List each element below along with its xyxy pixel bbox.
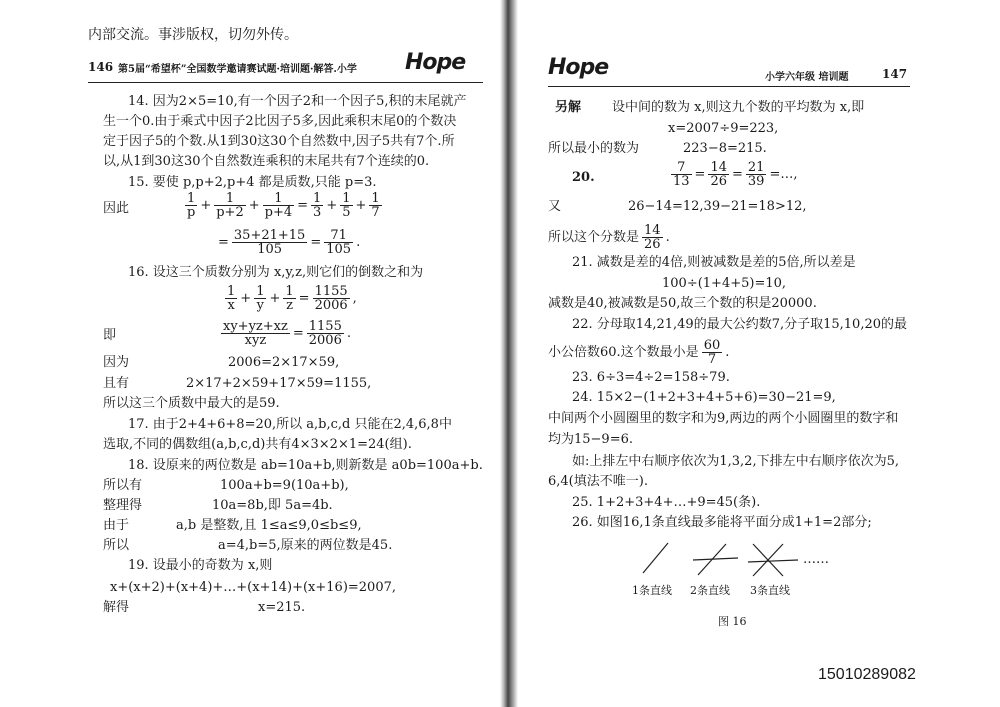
p16-line-4: 2×17+2×59+17×59=1155, (186, 376, 372, 391)
p18-line-1: 18. 设原来的两位数是 ab=10a+b,则新数是 a0b=100a+b. (128, 458, 483, 473)
p24-line-3: 均为15−9=6. (548, 432, 634, 447)
p24-line-1: 24. 15×2−(1+2+3+4+5+6)=30−21=9, (572, 390, 836, 405)
p16-equation: $\frac{1}{x}$ + $\frac{1}{y}$ + $\frac{1}{z}$ = $\frac{1155}{2006}$ , (227, 284, 357, 313)
right-page-number: 147 (882, 67, 908, 81)
p20-number: 20. (572, 170, 595, 185)
p14-line-1: 14. 因为2×5=10,有一个因子2和一个因子5,积的末尾就产 (128, 94, 467, 109)
book-spine (500, 0, 518, 707)
p20-equation: $\frac{7}{13}$ = $\frac{14}{26}$ = $\frac{21}{39}$ =…, (673, 160, 798, 189)
p17-line-2: 选取,不同的偶数组(a,b,c,d)共有4×3×2×1=24(组). (103, 437, 412, 452)
p18-label-2: 所以有 (103, 478, 143, 493)
left-header-rule (88, 82, 483, 83)
p18-label-4: 由于 (103, 518, 130, 533)
p18-line-2: 100a+b=9(10a+b), (220, 478, 349, 493)
p20-label-2: 又 (548, 199, 562, 214)
p20-line-3: 所以这个分数是 $\frac{14}{26}$ . (548, 223, 670, 252)
p18-label-3: 整理得 (103, 498, 143, 513)
p14-line-2: 生一个0.由于乘式中因子2比因子5多,因此乘积末尾0的个数决 (103, 114, 457, 129)
right-header-title: 小学六年级 培训题 (765, 72, 849, 83)
p24-line-2: 中间两个小圆圈里的数字和为9,两边的两个小圆圈里的数字和 (548, 411, 899, 426)
p15-equation-2: = $\frac{35+21+15}{105}$ = $\frac{71}{105}$ . (218, 228, 361, 257)
p19-line-3: x=215. (258, 600, 306, 615)
p15-equation: $\frac{1}{p}$ + $\frac{1}{p+2}$ + $\frac{1}{p+4}$ = $\frac{1}{3}$ + $\frac{1}{5}$ + $\frac{1}{7}$ (187, 191, 380, 220)
figure-ellipsis: …… (803, 552, 829, 567)
copyright-notice: 内部交流。事涉版权，切勿外传。 (88, 27, 298, 43)
p24-line-5: 6,4(填法不唯一). (548, 474, 648, 489)
hope-logo: Hope (405, 50, 466, 75)
figure-caption: 图 16 (718, 615, 747, 628)
p16-label-2: 因为 (103, 355, 130, 370)
right-header-rule (548, 86, 910, 87)
p18-line-3: 10a=8b,即 5a=4b. (212, 498, 333, 513)
p26-line: 26. 如图16,1条直线最多能将平面分成1+1=2部分; (572, 515, 872, 530)
alt-line-2: x=2007÷9=223, (668, 121, 779, 136)
p22-line-2: 小公倍数60.这个数最小是 $\frac{60}{7}$ . (548, 338, 730, 367)
alt-label-3: 所以最小的数为 (548, 141, 640, 156)
fig-label-1: 1条直线 (632, 584, 672, 597)
p21-line-3: 减数是40,被减数是50,故三个数的积是20000. (548, 296, 817, 311)
two-lines-drawing (693, 544, 738, 575)
p23-line: 23. 6÷3=4÷2=158÷79. (572, 370, 730, 385)
p16-label: 即 (103, 328, 117, 343)
phone-number: 15010289082 (818, 666, 916, 683)
alt-line-1: 设中间的数为 x,则这九个数的平均数为 x,即 (612, 100, 865, 115)
p18-label-5: 所以 (103, 538, 130, 553)
p15-heading: 15. 要使 p,p+2,p+4 都是质数,只能 p=3. (128, 175, 377, 190)
three-lines-drawing (748, 544, 798, 576)
fig-label-2: 2条直线 (690, 584, 730, 597)
p24-line-4: 如:上排左中右顺序依次为1,3,2,下排左中右顺序依次为5, (572, 454, 899, 469)
one-line-drawing (643, 543, 668, 573)
p14-line-4: 以,从1到30这30个自然数连乘积的末尾共有7个连续的0. (103, 154, 430, 169)
p20-line-2: 26−14=12,39−21=18>12, (628, 199, 807, 214)
p18-line-4: a,b 是整数,且 1≤a≤9,0≤b≤9, (176, 518, 362, 533)
p19-line-1: 19. 设最小的奇数为 x,则 (128, 558, 273, 573)
fig-label-3: 3条直线 (750, 584, 790, 597)
p25-line: 25. 1+2+3+4+…+9=45(条). (572, 495, 761, 510)
left-page-number: 146 (88, 60, 114, 74)
p19-label: 解得 (103, 600, 130, 615)
p15-label: 因此 (103, 201, 130, 216)
left-header-title: 第5届“希望杯”全国数学邀请赛试题·培训题·解答.小学 (118, 64, 357, 75)
p18-line-5: a=4,b=5,原来的两位数是45. (218, 538, 393, 553)
p16-label-3: 且有 (103, 376, 130, 391)
p22-line-1: 22. 分母取14,21,49的最大公约数7,分子取15,10,20的最 (572, 317, 907, 332)
p21-line-1: 21. 减数是差的4倍,则被减数是差的5倍,所以差是 (572, 255, 856, 270)
p19-line-2: x+(x+2)+(x+4)+…+(x+14)+(x+16)=2007, (110, 580, 396, 595)
p16-heading: 16. 设这三个质数分别为 x,y,z,则它们的倒数之和为 (128, 265, 424, 280)
p21-line-2: 100÷(1+4+5)=10, (662, 276, 787, 291)
alt-line-3: 223−8=215. (683, 141, 767, 156)
hope-logo: Hope (548, 55, 609, 80)
p16-line-5: 所以这三个质数中最大的是59. (103, 396, 280, 411)
alt-solution-label: 另解 (555, 100, 582, 115)
p16-equation-2: $\frac{xy+yz+xz}{\text{xyz}}$ = $\frac{1155}{2006}$ . (223, 319, 351, 348)
p16-line-3: 2006=2×17×59, (228, 355, 340, 370)
p14-line-3: 定于因子5的个数.从1到30这30个自然数中,因子5共有7个.所 (103, 134, 455, 149)
p17-line-1: 17. 由于2+4+6+8=20,所以 a,b,c,d 只能在2,4,6,8中 (128, 417, 452, 432)
